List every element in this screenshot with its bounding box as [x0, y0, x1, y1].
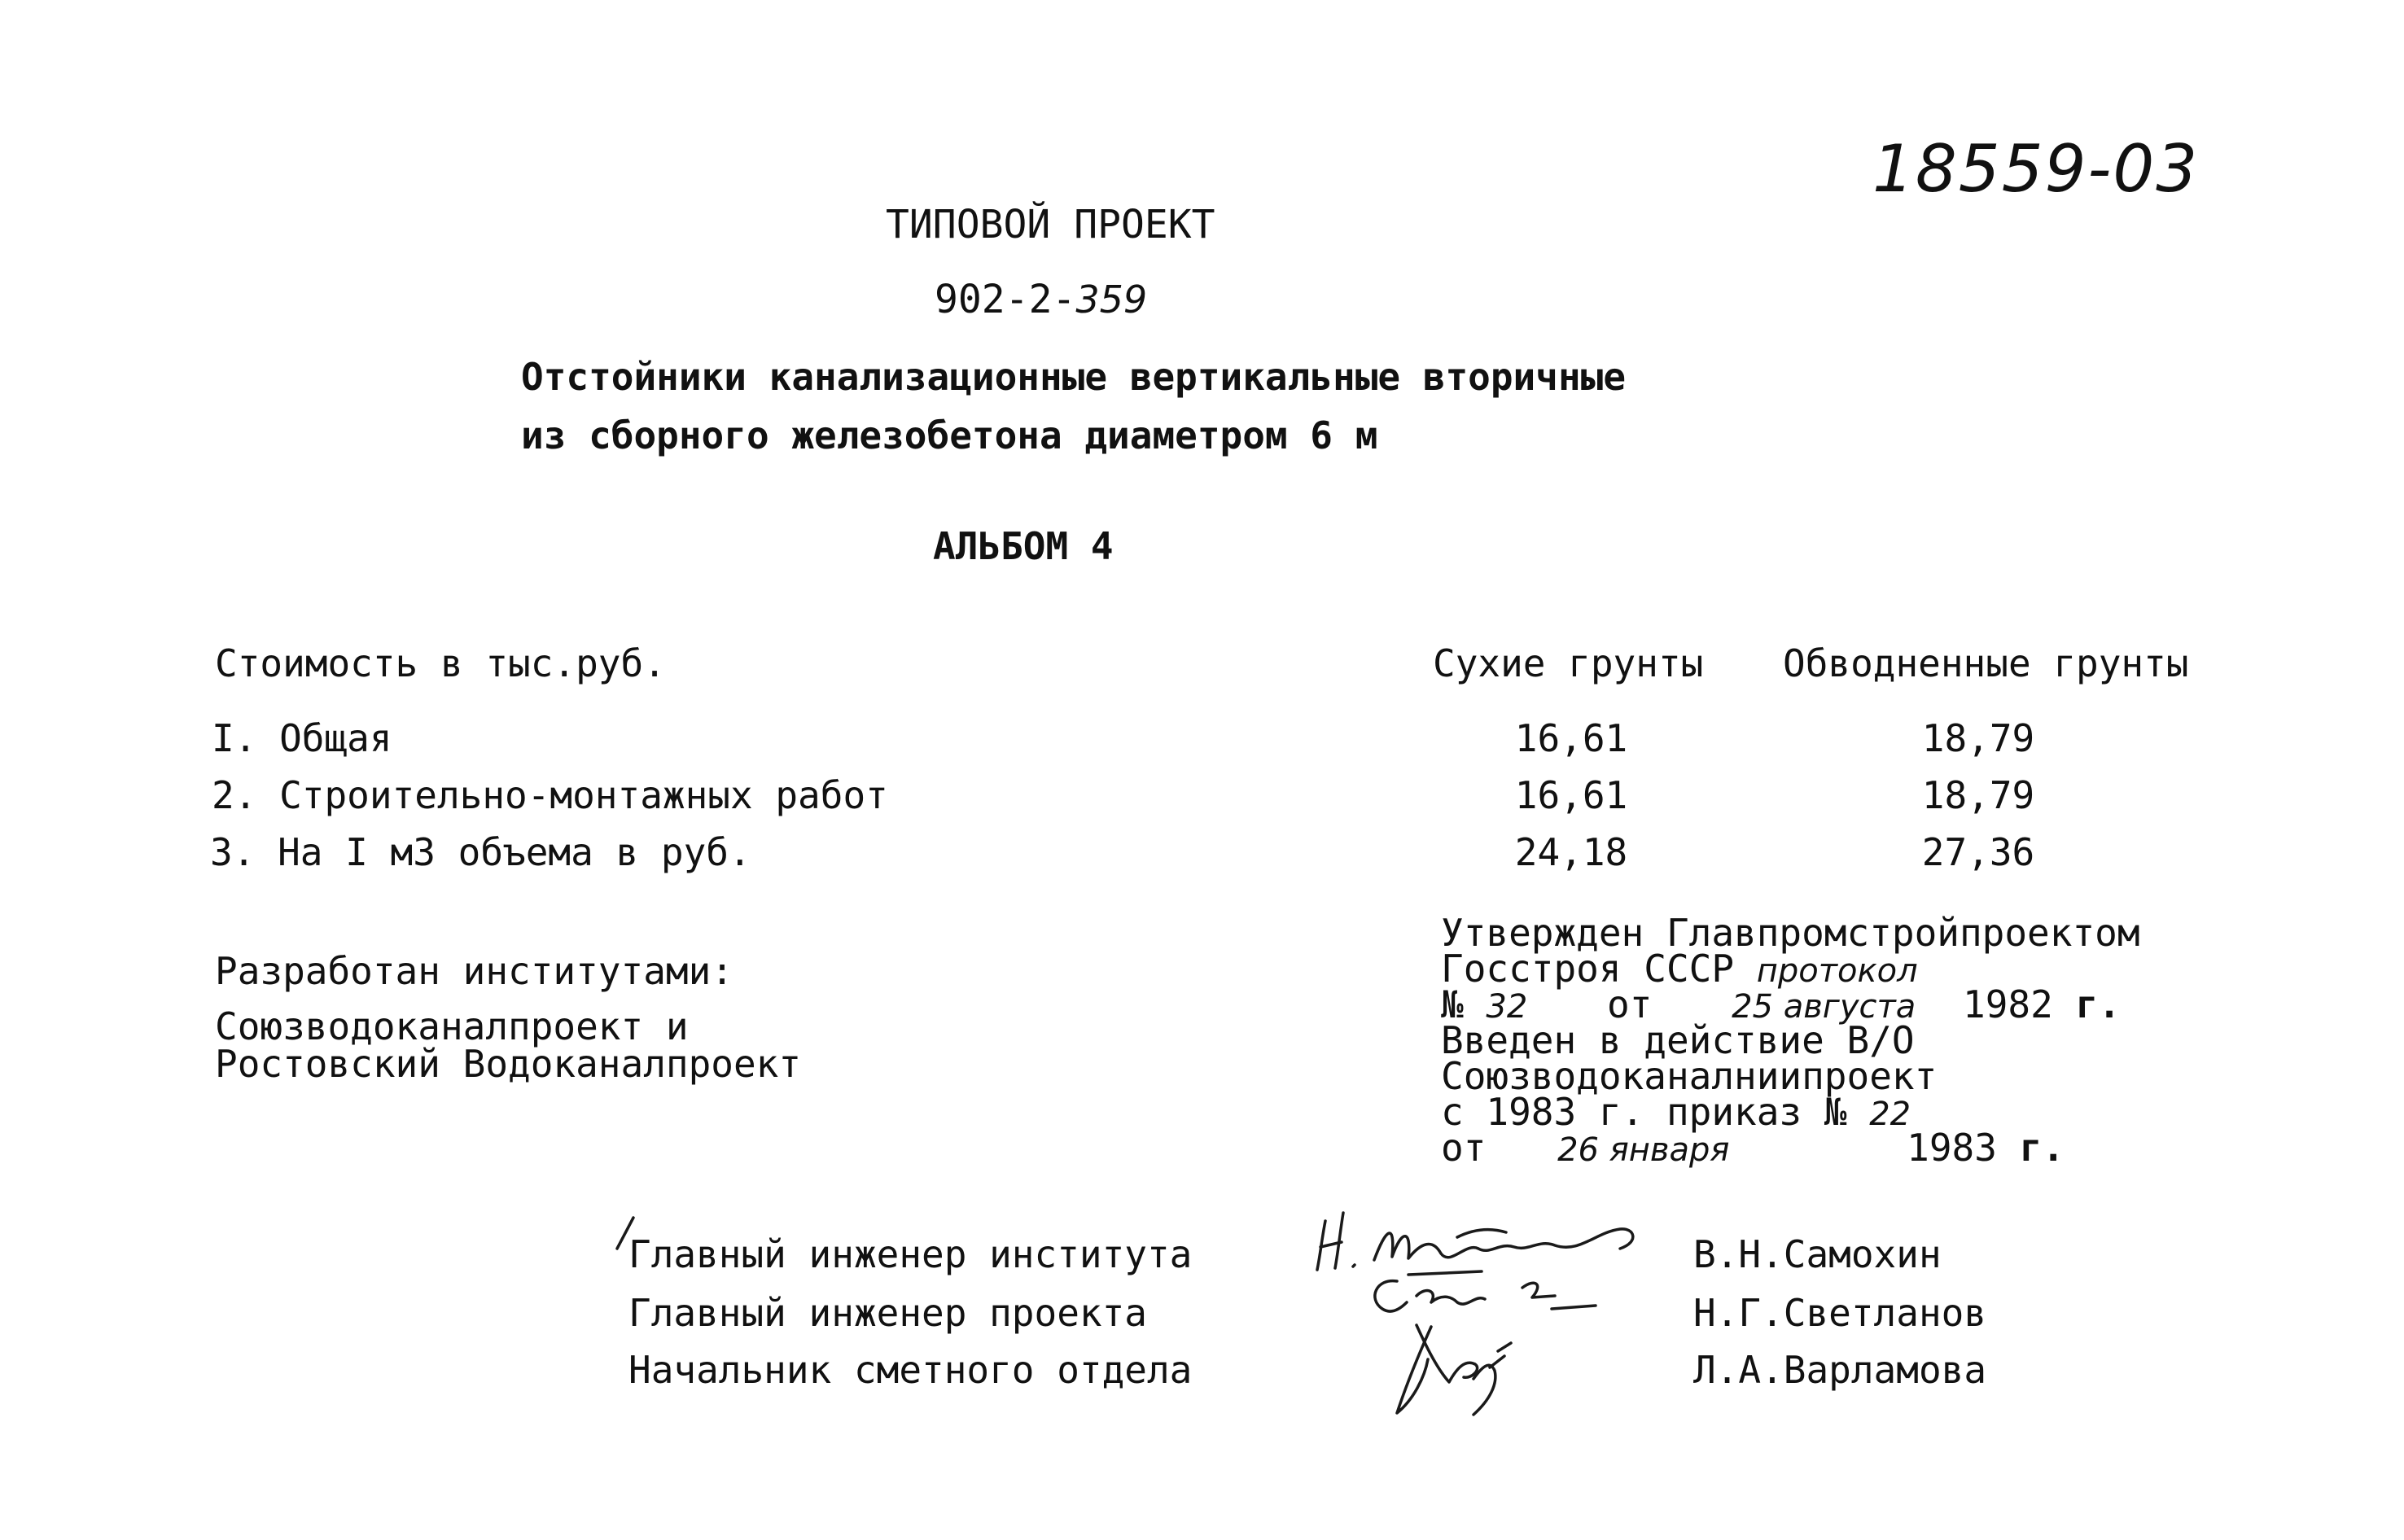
approval-line — [1441, 1090, 2140, 1134]
signatory-role: Главный инженер проекта — [628, 1291, 1147, 1335]
project-title-line-1: Отстойники канализационные вертикальные вторичные — [521, 355, 1627, 399]
order-date: 26 января — [1557, 1131, 1730, 1169]
cost-row-label: 3. На I м3 объема в руб. — [210, 830, 751, 874]
approval-line — [1441, 947, 2140, 991]
approval-from-label: от — [1607, 982, 1653, 1026]
column-header-wet: Обводненные грунты — [1783, 641, 2189, 685]
order-year-suffix: г. — [2019, 1126, 2065, 1170]
approval-year-suffix: г. — [2075, 982, 2121, 1026]
approval-block — [1441, 911, 2140, 1170]
signatory-name: Н.Г.Светланов — [1693, 1291, 1987, 1335]
developers-label: Разработан институтами: — [215, 949, 733, 993]
approval-line — [1441, 982, 2140, 1026]
approval-line — [1441, 1126, 2140, 1170]
cost-row-wet-value: 18,79 — [1921, 773, 2035, 817]
project-code — [935, 277, 1148, 322]
approval-authority: Госстроя СССР — [1441, 947, 1735, 991]
project-code-suffix: 359 — [1075, 278, 1148, 322]
album-heading: АЛЬБОМ 4 — [933, 524, 1114, 568]
cost-row-dry-value: 16,61 — [1514, 716, 1628, 760]
check-mark — [609, 1213, 642, 1262]
project-title-line-2: из сборного железобетона диаметром 6 м — [521, 413, 1378, 457]
signatory-name: Л.А.Варламова — [1693, 1348, 1987, 1392]
cost-row-wet-value: 27,36 — [1921, 830, 2035, 874]
order-from-label: от — [1441, 1126, 1487, 1170]
cost-row-dry-value: 24,18 — [1514, 830, 1628, 874]
signature-varlamova — [1368, 1310, 1530, 1433]
signatory-name: В.Н.Самохин — [1693, 1232, 1942, 1276]
cost-row-label: 2. Строительно-монтажных работ — [212, 773, 888, 817]
document-type-heading: ТИПОВОЙ ПРОЕКТ — [886, 202, 1215, 247]
approval-number-sign: № — [1441, 982, 1464, 1026]
cost-row-dry-value: 16,61 — [1514, 773, 1628, 817]
order-year: 1983 — [1907, 1126, 1997, 1170]
signatory-role: Главный инженер института — [628, 1232, 1193, 1276]
approval-protocol-label: протокол — [1756, 952, 1918, 990]
approval-protocol-number: 32 — [1486, 988, 1528, 1026]
project-code-prefix: 902-2- — [935, 277, 1076, 322]
developer-line-1: Союзводоканалпроект и — [215, 1004, 689, 1048]
cost-row-wet-value: 18,79 — [1921, 716, 2035, 760]
order-number: 22 — [1869, 1096, 1911, 1133]
signatory-role: Начальник сметного отдела — [628, 1348, 1193, 1392]
approval-line: Союзводоканалниипроект — [1441, 1054, 1938, 1098]
order-text: с 1983 г. приказ № — [1441, 1090, 1847, 1134]
cost-table-label: Стоимость в тыс.руб. — [215, 641, 666, 685]
approval-year: 1982 — [1963, 982, 2053, 1026]
developer-line-2: Ростовский Водоканалпроект — [215, 1042, 802, 1086]
column-header-dry: Сухие грунты — [1433, 641, 1704, 685]
approval-date: 25 августа — [1732, 988, 1916, 1026]
cost-row-label: I. Общая — [212, 716, 392, 760]
document-number: 18559-03 — [1872, 131, 2200, 207]
approval-line: Введен в действие В/О — [1441, 1018, 1915, 1062]
approval-line: Утвержден Главпромстройпроектом — [1441, 911, 2140, 955]
